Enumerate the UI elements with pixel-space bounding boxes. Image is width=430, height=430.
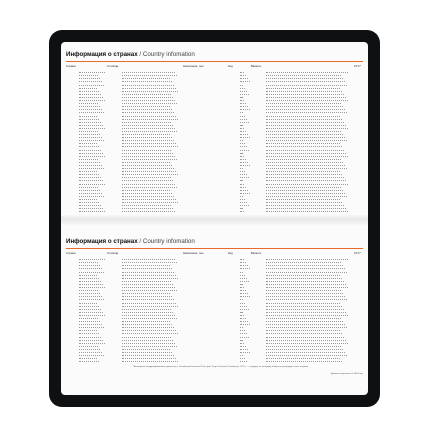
page-title-separator: / bbox=[137, 238, 143, 245]
column-header-row bbox=[66, 251, 363, 256]
utc-footnote: *Всемирное координированное время (англ. Coordinated Universal Time, фр. Temps Universel Coordonné, UTC) — стандарт, по которому общество регулирует часы и время. bbox=[133, 366, 309, 368]
accent-rule bbox=[66, 248, 363, 249]
page-fold bbox=[61, 213, 368, 227]
row-leader bbox=[240, 361, 247, 362]
bottom-page bbox=[61, 220, 368, 395]
page-title-ru: Информация о странах bbox=[66, 238, 138, 245]
column-header-capital: Столица bbox=[107, 64, 119, 68]
planner-cover bbox=[49, 30, 380, 407]
column-header-currency: Валюта bbox=[251, 251, 261, 255]
column-header-country: Страна bbox=[66, 64, 76, 68]
country-table bbox=[66, 70, 363, 219]
row-leader bbox=[266, 361, 342, 362]
data-date-note: Данные актуальны на 2024 год. bbox=[330, 373, 363, 375]
page-title bbox=[66, 51, 195, 58]
column-header-code: Код bbox=[228, 64, 233, 68]
table-row bbox=[66, 359, 363, 362]
column-header-currency: Валюта bbox=[251, 64, 261, 68]
column-header-country: Страна bbox=[66, 251, 76, 255]
column-header-population: Население, тыс. bbox=[183, 64, 205, 68]
column-header-row bbox=[66, 64, 363, 69]
column-header-population: Население, тыс. bbox=[183, 251, 205, 255]
row-leader bbox=[122, 361, 178, 362]
page-title-en: Country infomation bbox=[142, 238, 195, 245]
page-title bbox=[66, 238, 195, 245]
page-title-ru: Информация о странах bbox=[66, 51, 138, 58]
country-table bbox=[66, 257, 363, 362]
column-header-capital: Столица bbox=[107, 251, 119, 255]
accent-rule bbox=[66, 61, 363, 62]
column-header-code: Код bbox=[228, 251, 233, 255]
page-title-separator: / bbox=[137, 51, 143, 58]
row-leader bbox=[79, 361, 99, 362]
column-header-utc: UTC* bbox=[354, 251, 361, 255]
column-header-utc: UTC* bbox=[354, 64, 361, 68]
top-page bbox=[61, 42, 368, 220]
page-title-en: Country infomation bbox=[142, 51, 195, 58]
